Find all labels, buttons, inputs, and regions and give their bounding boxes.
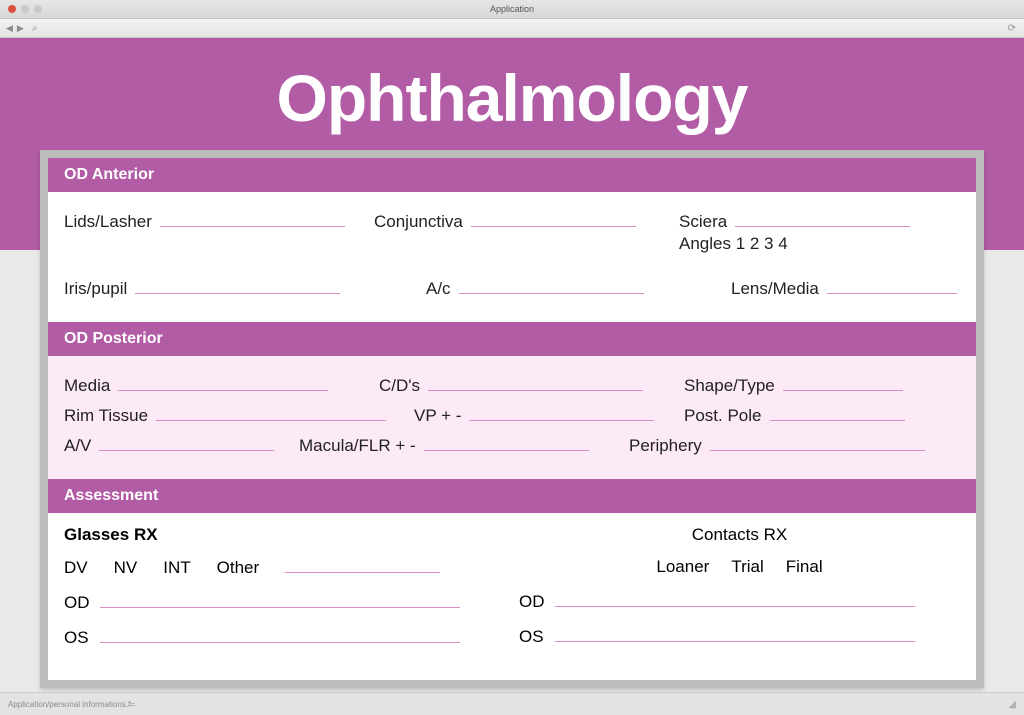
back-icon[interactable]: ◀ [6, 22, 13, 33]
zoom-window-icon[interactable] [34, 5, 42, 13]
section-body-od-posterior [48, 356, 976, 479]
browser-toolbar [0, 19, 1024, 38]
glasses-label-od: OD [64, 593, 90, 612]
field-input-post-pole[interactable] [770, 405, 905, 421]
field-label-vp: VP + - [414, 406, 462, 425]
section-header-od-anterior: OD Anterior [48, 158, 976, 192]
glasses-rx-group [64, 525, 505, 662]
field-label-angles: Angles 1 2 3 4 [679, 234, 788, 253]
field-lens-media[interactable] [731, 278, 957, 299]
glasses-rx-title: Glasses RX [64, 525, 158, 544]
field-input-cds[interactable] [428, 375, 643, 391]
glasses-token-nv[interactable]: NV [113, 558, 138, 577]
field-input-periphery[interactable] [710, 435, 925, 451]
field-input-shape-type[interactable] [783, 375, 903, 391]
contacts-row-os[interactable] [519, 626, 960, 647]
field-ac[interactable] [374, 278, 731, 299]
od-posterior-row-1 [64, 375, 960, 396]
field-input-macula-flr[interactable] [424, 435, 589, 451]
field-label-sciera: Sciera [679, 212, 728, 231]
section-header-assessment: Assessment [48, 479, 976, 513]
field-sciera-group[interactable] [679, 211, 910, 254]
forward-icon[interactable]: ▶ [16, 22, 24, 33]
resize-handle-icon[interactable]: ◢ [1008, 698, 1016, 710]
field-label-macula-flr: Macula/FLR + - [299, 436, 416, 455]
field-vp[interactable] [414, 405, 684, 426]
field-sciera[interactable] [679, 211, 910, 232]
field-media[interactable] [64, 375, 379, 396]
field-input-lids-lasher[interactable] [160, 211, 345, 227]
field-lids-lasher[interactable] [64, 211, 374, 232]
field-iris-pupil[interactable] [64, 278, 374, 299]
contacts-row-od[interactable] [519, 591, 960, 612]
field-input-conjunctiva[interactable] [471, 211, 636, 227]
glasses-row-os[interactable] [64, 627, 505, 648]
field-input-media[interactable] [118, 375, 328, 391]
contacts-rx-tokens [519, 557, 960, 577]
field-input-av[interactable] [99, 435, 274, 451]
close-window-icon[interactable] [8, 5, 16, 13]
contacts-token-trial[interactable]: Trial [731, 557, 764, 576]
glasses-rx-tokens [64, 557, 505, 578]
glasses-token-dv[interactable]: DV [64, 558, 88, 577]
field-label-ac: A/c [426, 279, 451, 298]
od-anterior-row-2 [64, 278, 960, 299]
od-anterior-row-1 [64, 211, 960, 254]
field-av[interactable] [64, 435, 299, 456]
field-label-cds: C/D's [379, 376, 421, 395]
contacts-rx-group [505, 525, 960, 662]
field-label-rim-tissue: Rim Tissue [64, 406, 149, 425]
page-content [0, 38, 1024, 692]
status-path: Application/personal informations.f= [8, 699, 135, 709]
field-label-conjunctiva: Conjunctiva [374, 212, 463, 231]
page-title: Ophthalmology [276, 61, 748, 135]
field-input-sciera[interactable] [735, 211, 910, 227]
field-rim-tissue[interactable] [64, 405, 414, 426]
minimize-window-icon[interactable] [21, 5, 29, 13]
field-input-lens-media[interactable] [827, 278, 957, 294]
traffic-light-buttons[interactable] [8, 5, 42, 13]
glasses-input-os[interactable] [100, 627, 460, 643]
section-body-assessment [48, 513, 976, 680]
glasses-label-os: OS [64, 628, 89, 647]
field-shape-type[interactable] [684, 375, 903, 396]
navigation-buttons[interactable] [6, 24, 24, 33]
contacts-token-loaner[interactable]: Loaner [656, 557, 710, 576]
section-body-od-anterior [48, 192, 976, 322]
glasses-other-input[interactable] [285, 557, 440, 573]
contacts-token-final[interactable]: Final [785, 557, 823, 576]
field-label-av: A/V [64, 436, 92, 455]
field-macula-flr[interactable] [299, 435, 629, 456]
field-post-pole[interactable] [684, 405, 905, 426]
field-label-lids-lasher: Lids/Lasher [64, 212, 152, 231]
form-card [40, 150, 984, 688]
contacts-input-od[interactable] [555, 591, 915, 607]
field-label-iris-pupil: Iris/pupil [64, 279, 128, 298]
window-titlebar [0, 0, 1024, 19]
od-posterior-row-3 [64, 435, 960, 456]
section-header-od-posterior: OD Posterior [48, 322, 976, 356]
field-conjunctiva[interactable] [374, 211, 679, 232]
contacts-label-os: OS [519, 627, 544, 646]
contacts-rx-title: Contacts RX [691, 525, 788, 544]
window-title: Application [489, 4, 535, 14]
field-label-periphery: Periphery [629, 436, 702, 455]
field-input-iris-pupil[interactable] [135, 278, 340, 294]
od-posterior-row-2 [64, 405, 960, 426]
contacts-input-os[interactable] [555, 626, 915, 642]
field-label-shape-type: Shape/Type [684, 376, 775, 395]
glasses-token-int[interactable]: INT [163, 558, 191, 577]
field-label-media: Media [64, 376, 111, 395]
field-label-lens-media: Lens/Media [731, 279, 819, 298]
field-input-rim-tissue[interactable] [156, 405, 386, 421]
field-label-post-pole: Post. Pole [684, 406, 762, 425]
reload-icon[interactable]: ⟳ [1007, 22, 1016, 34]
glasses-token-other[interactable]: Other [216, 558, 260, 577]
search-icon[interactable]: ⌕ [31, 22, 38, 34]
glasses-input-od[interactable] [100, 592, 460, 608]
field-input-vp[interactable] [469, 405, 654, 421]
field-periphery[interactable] [629, 435, 925, 456]
field-cds[interactable] [379, 375, 684, 396]
glasses-row-od[interactable] [64, 592, 505, 613]
field-input-ac[interactable] [459, 278, 644, 294]
contacts-label-od: OD [519, 592, 545, 611]
